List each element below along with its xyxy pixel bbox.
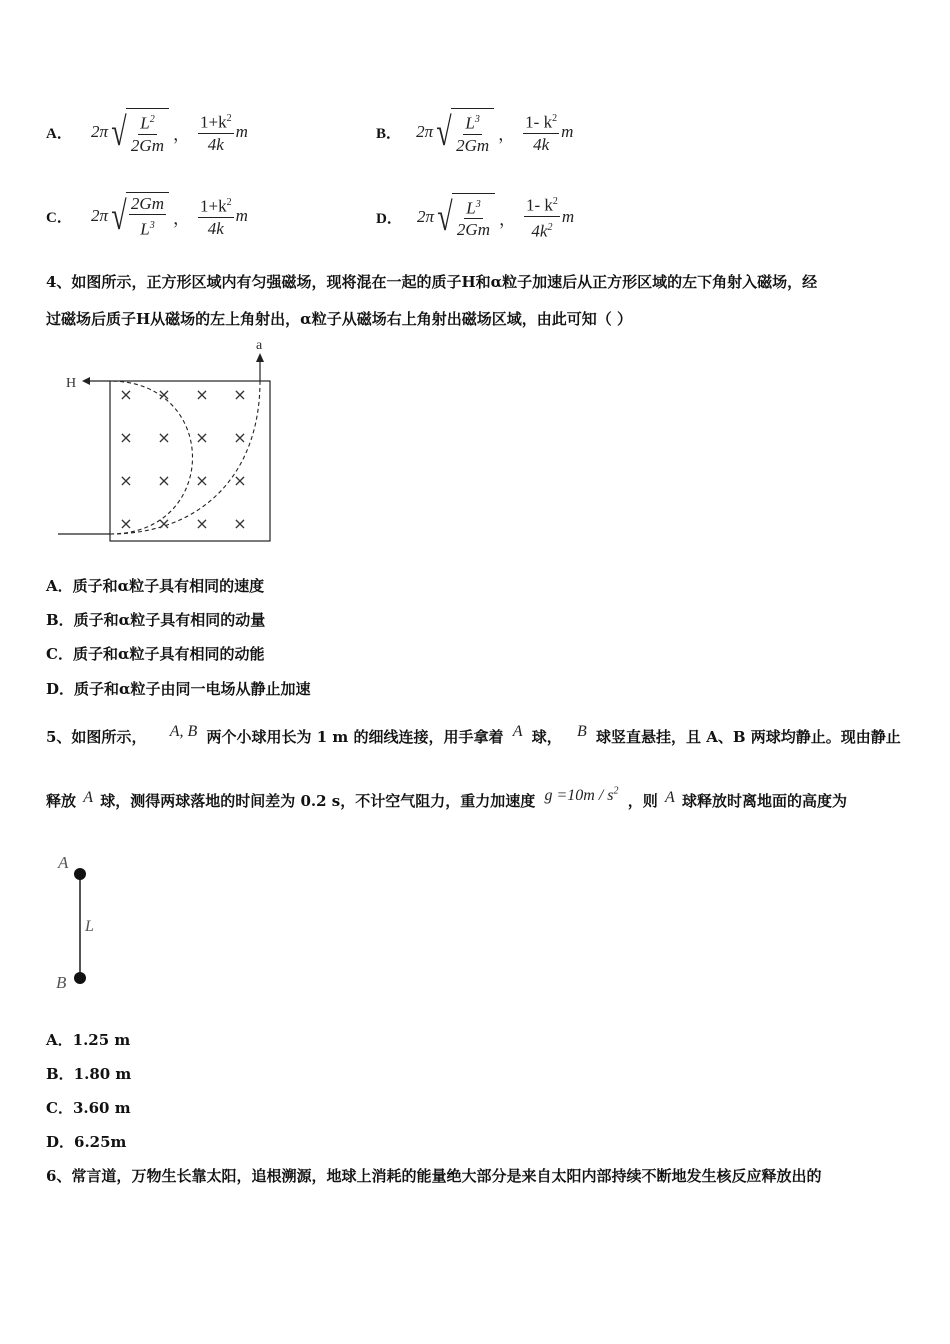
ball-a xyxy=(74,868,86,880)
q5-option-a: A．1.25 m xyxy=(46,1031,131,1049)
option-label: C． xyxy=(46,210,72,227)
label-b: B xyxy=(56,973,67,992)
cross: × xyxy=(157,385,171,404)
option-label: B． xyxy=(376,126,402,143)
q3-option-c xyxy=(46,192,248,241)
cross: × xyxy=(233,471,247,490)
fraction: $\frac{1+k^2}{4k}$ xyxy=(198,109,234,156)
label-a: A xyxy=(58,853,69,872)
cross: × xyxy=(195,385,209,404)
q4-option-a: A．质子和α粒子具有相同的速度 xyxy=(46,577,265,595)
cross: × xyxy=(119,385,133,404)
cross: × xyxy=(119,428,133,447)
q4-magnetic-field-figure xyxy=(50,336,290,546)
q6-stem-line1: 6、常言道，万物生长靠太阳，追根溯源，地球上消耗的能量绝大部分是来自太阳内部持续不断地发生核反应释放出的 xyxy=(46,1167,822,1185)
formula-c: 2π √ $\frac{2Gm}{L^3}$ ， $\frac{1+k^2}{4k}$ m xyxy=(90,193,248,239)
q5-mid1: 两个小球用长为 1 m 的细线连接，用手拿着 xyxy=(206,728,504,746)
cross: × xyxy=(195,471,209,490)
q5-ab-symbol: A, B xyxy=(169,723,198,740)
option-label: D． xyxy=(376,211,402,228)
field-crosses xyxy=(119,385,246,533)
sqrt: √ $\frac{L^2}{2Gm}$ xyxy=(108,108,169,157)
cross: × xyxy=(119,514,133,533)
q4-option-d: D．质子和α粒子由同一电场从静止加速 xyxy=(46,680,311,698)
label-h: H xyxy=(66,376,77,391)
option-label: A． xyxy=(46,126,72,143)
q5-stem-line1: 5、如图所示， A, B 两个小球用长为 1 m 的细线连接，用手拿着 A 球， B 球竖直悬挂，且 A、B 两球均静止。现由静止 xyxy=(46,712,901,758)
q3-option-d xyxy=(376,192,574,242)
formula-d: 2π √ $\frac{L^3}{2Gm}$ ， $\frac{1- k^2}{4k^2}$ m xyxy=(417,192,574,242)
cross: × xyxy=(233,385,247,404)
q4-option-c: C．质子和α粒子具有相同的动能 xyxy=(46,645,265,663)
formula-a: 2π √ $\frac{L^2}{2Gm}$ ， $\frac{1+k^2}{4k}$ m xyxy=(90,109,248,155)
q3-option-b xyxy=(376,108,573,157)
q5-option-d: D．6.25m xyxy=(46,1133,127,1151)
q5-b-symbol: B xyxy=(576,723,587,740)
cross: × xyxy=(233,514,247,533)
q5-balls-figure xyxy=(50,848,120,998)
cross: × xyxy=(157,514,171,533)
q3-option-a xyxy=(46,108,248,157)
q5-prefix: 5、如图所示， xyxy=(46,728,147,746)
gravity-formula: $g =10m / s^2$ xyxy=(544,785,619,804)
q5-option-b: B．1.80 m xyxy=(46,1065,132,1083)
cross: × xyxy=(157,471,171,490)
cross: × xyxy=(195,514,209,533)
ball-b xyxy=(74,972,86,984)
q4-stem-line1: 4、如图所示，正方形区域内有匀强磁场，现将混在一起的质子H和α粒子加速后从正方形区域的左下角射入磁场，经 xyxy=(46,273,818,291)
label-a: a xyxy=(256,338,263,353)
q5-a-symbol: A xyxy=(512,723,523,740)
label-l: L xyxy=(85,918,94,935)
cross: × xyxy=(233,428,247,447)
q4-stem-line2: 过磁场后质子H从磁场的左上角射出，α粒子从磁场右上角射出磁场区域，由此可知（ ） xyxy=(46,310,632,328)
formula-b: 2π √ $\frac{L^3}{2Gm}$ ， $\frac{1- k^2}{4k}$ m xyxy=(416,109,574,155)
cross: × xyxy=(119,471,133,490)
cross: × xyxy=(157,428,171,447)
two-pi: 2π xyxy=(90,122,108,142)
h-exit-arrowhead xyxy=(82,377,90,385)
cross: × xyxy=(195,428,209,447)
alpha-exit-arrowhead xyxy=(256,353,264,362)
q4-option-b: B．质子和α粒子具有相同的动量 xyxy=(46,611,266,629)
q5-stem-line2: 释放 A 球，测得两球落地的时间差为 0.2 s，不计空气阻力，重力加速度 $g =10m / s^2$ ，则 A 球释放时离地面的高度为 xyxy=(46,785,848,810)
q5-option-c: C．3.60 m xyxy=(46,1099,131,1117)
